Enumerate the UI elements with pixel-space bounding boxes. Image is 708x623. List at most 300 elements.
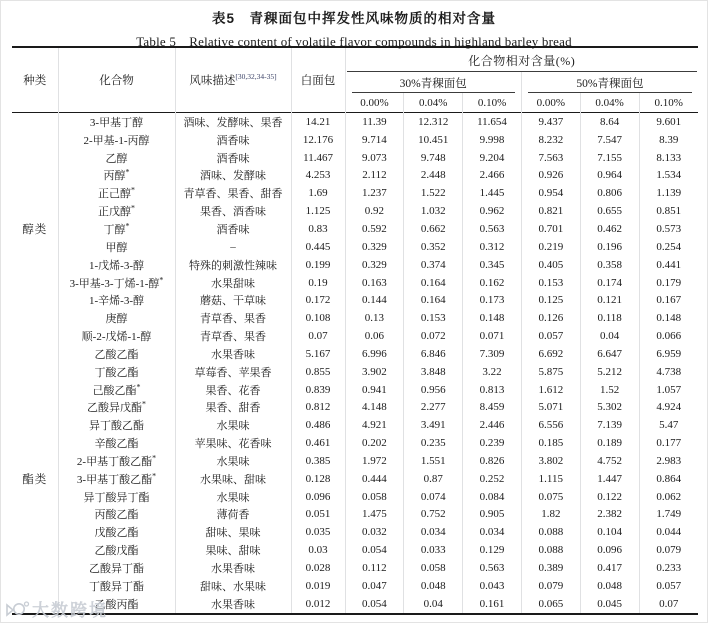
value-cell: 0.084: [463, 488, 522, 506]
value-cell: 11.39: [345, 113, 404, 131]
value-cell: 0.065: [521, 595, 580, 614]
header-subcol: 0.00%: [345, 93, 404, 113]
flavor-description: 薄荷香: [175, 506, 291, 524]
value-cell: 0.806: [580, 184, 639, 202]
value-cell: 0.462: [580, 220, 639, 238]
table-row: [12, 238, 698, 256]
value-cell: 0.034: [463, 523, 522, 541]
value-cell: 4.253: [291, 167, 345, 185]
header-group-30: 30%青稞面包: [345, 72, 521, 93]
compound-name: 正己醇*: [58, 184, 175, 202]
value-cell: 1.551: [404, 452, 463, 470]
table-row: [12, 256, 698, 274]
value-cell: 0.054: [345, 595, 404, 614]
value-cell: 0.954: [521, 184, 580, 202]
header-flavor-label: 风味描述: [189, 75, 236, 87]
header-category: 种类: [12, 47, 58, 113]
table-row: [12, 399, 698, 417]
compound-name: 丙酸乙酯: [58, 506, 175, 524]
value-cell: 1.749: [656, 508, 682, 521]
table-row: [12, 202, 698, 220]
value-cell: 0.83: [291, 220, 345, 238]
value-cell: 1.69: [291, 184, 345, 202]
value-cell: 0.405: [521, 256, 580, 274]
value-cell: 0.028: [291, 559, 345, 577]
value-cell: 1.972: [345, 452, 404, 470]
header-row-1: [12, 47, 698, 72]
value-cell: 5.47: [659, 419, 679, 432]
value-cell: 5.167: [291, 345, 345, 363]
value-cell: 0.962: [463, 202, 522, 220]
value-cell: 0.075: [521, 488, 580, 506]
value-cell: 0.161: [463, 595, 522, 614]
table-row: [12, 220, 698, 238]
compound-name: 己酸乙酯*: [58, 381, 175, 399]
compound-name: 丁醇*: [58, 220, 175, 238]
table-row: [12, 131, 698, 149]
value-cell: 5.212: [580, 363, 639, 381]
value-cell: 0.174: [580, 274, 639, 292]
compound-name: 3-甲基-3-丁烯-1-醇*: [58, 274, 175, 292]
table-header: [12, 47, 698, 113]
header-flavor: [175, 47, 291, 113]
value-cell: 0.148: [463, 309, 522, 327]
value-cell: 6.959: [656, 347, 682, 360]
value-cell: 0.096: [580, 541, 639, 559]
value-cell: 0.445: [291, 238, 345, 256]
value-cell: 0.167: [656, 294, 682, 307]
compound-name: 丁酸乙酯: [58, 363, 175, 381]
value-cell: 9.714: [345, 131, 404, 149]
compound-name: 1-戊烯-3-醇: [58, 256, 175, 274]
value-cell: 0.592: [345, 220, 404, 238]
flavor-description: 酒香味: [175, 149, 291, 167]
value-cell: 7.309: [463, 345, 522, 363]
value-cell: 0.088: [521, 541, 580, 559]
value-cell: 0.239: [463, 434, 522, 452]
watermark: [4, 596, 108, 621]
flavor-description: 水果香味: [175, 595, 291, 614]
table-row: [12, 506, 698, 524]
value-cell: 2.112: [345, 167, 404, 185]
value-cell: 0.461: [291, 434, 345, 452]
value-cell: 0.185: [521, 434, 580, 452]
header-subcol: 0.04%: [404, 93, 463, 113]
value-cell: 0.864: [656, 472, 682, 485]
value-cell: 0.054: [345, 541, 404, 559]
value-cell: 0.051: [291, 506, 345, 524]
value-cell: 0.057: [656, 579, 682, 592]
value-cell: 0.202: [345, 434, 404, 452]
compound-name: 丁酸异丁酯: [58, 577, 175, 595]
value-cell: 0.125: [521, 291, 580, 309]
table-titles: [1, 1, 707, 50]
value-cell: 0.043: [463, 577, 522, 595]
compound-name: 顺-2-戊烯-1-醇: [58, 327, 175, 345]
flavor-description: 酒香味: [175, 131, 291, 149]
value-cell: 1.139: [656, 187, 682, 200]
value-cell: 0.066: [656, 330, 682, 343]
value-cell: 8.459: [463, 399, 522, 417]
value-cell: 9.204: [463, 149, 522, 167]
value-cell: 0.122: [580, 488, 639, 506]
table-row: [12, 149, 698, 167]
value-cell: 0.839: [291, 381, 345, 399]
header-subcol: 0.00%: [521, 93, 580, 113]
flavor-description: 苹果味、花香味: [175, 434, 291, 452]
value-cell: 1.237: [345, 184, 404, 202]
value-cell: 0.196: [580, 238, 639, 256]
compound-name: 1-辛烯-3-醇: [58, 291, 175, 309]
compound-name: 2-甲基-1-丙醇: [58, 131, 175, 149]
value-cell: 12.176: [291, 131, 345, 149]
value-cell: 0.045: [580, 595, 639, 614]
value-cell: 0.926: [521, 167, 580, 185]
value-cell: 1.52: [580, 381, 639, 399]
value-cell: 0.048: [580, 577, 639, 595]
value-cell: 0.129: [463, 541, 522, 559]
value-cell: 1.612: [521, 381, 580, 399]
value-cell: 0.144: [345, 291, 404, 309]
value-cell: 1.534: [656, 169, 682, 182]
value-cell: 0.164: [404, 274, 463, 292]
table-row: [12, 345, 698, 363]
table-row: [12, 452, 698, 470]
flavor-description: 水果味: [175, 488, 291, 506]
table-row: [12, 167, 698, 185]
flavor-description: 果香、花香: [175, 381, 291, 399]
compound-name: 丙醇*: [58, 167, 175, 185]
value-cell: 0.058: [345, 488, 404, 506]
table-row: [12, 577, 698, 595]
value-cell: 8.232: [521, 131, 580, 149]
flavor-description: 果香、酒香味: [175, 202, 291, 220]
compound-name: 庚醇: [58, 309, 175, 327]
value-cell: 0.04: [580, 327, 639, 345]
value-cell: 2.448: [404, 167, 463, 185]
flavor-description: 甜味、水果味: [175, 577, 291, 595]
table-row: [12, 488, 698, 506]
table-row: [12, 381, 698, 399]
value-cell: 0.032: [345, 523, 404, 541]
value-cell: 1.447: [580, 470, 639, 488]
value-cell: 0.104: [580, 523, 639, 541]
value-cell: 0.219: [521, 238, 580, 256]
table-row: [12, 434, 698, 452]
flavor-description: 青草香、果香、甜香: [175, 184, 291, 202]
value-cell: 7.547: [580, 131, 639, 149]
value-cell: 0.812: [291, 399, 345, 417]
compound-name: 甲醇: [58, 238, 175, 256]
value-cell: 4.752: [580, 452, 639, 470]
header-subcol: 0.04%: [580, 93, 639, 113]
value-cell: 0.128: [291, 470, 345, 488]
flavor-description: 水果香味: [175, 559, 291, 577]
table-body: [12, 113, 698, 614]
value-cell: 0.821: [521, 202, 580, 220]
value-cell: 0.034: [404, 523, 463, 541]
value-cell: 0.233: [656, 562, 682, 575]
value-cell: 0.352: [404, 238, 463, 256]
value-cell: 0.079: [656, 544, 682, 557]
value-cell: 8.133: [656, 151, 682, 164]
value-cell: 7.139: [580, 416, 639, 434]
compound-name: 乙酸乙酯: [58, 345, 175, 363]
value-cell: 5.875: [521, 363, 580, 381]
value-cell: 0.058: [404, 559, 463, 577]
value-cell: 2.277: [404, 399, 463, 417]
value-cell: 0.035: [291, 523, 345, 541]
compound-name: 乙酸异戊酯*: [58, 399, 175, 417]
flavor-description: 蘑菇、干草味: [175, 291, 291, 309]
value-cell: 0.148: [656, 312, 682, 325]
value-cell: 0.153: [404, 309, 463, 327]
value-cell: 1.032: [404, 202, 463, 220]
table-row: [12, 470, 698, 488]
value-cell: 0.012: [291, 595, 345, 614]
value-cell: 0.252: [463, 470, 522, 488]
value-cell: 0.441: [656, 258, 682, 271]
table-row: [12, 416, 698, 434]
value-cell: 6.846: [404, 345, 463, 363]
value-cell: 0.179: [656, 276, 682, 289]
value-cell: 0.019: [291, 577, 345, 595]
compound-name: 乙酸丙酯: [58, 595, 175, 614]
value-cell: 1.125: [291, 202, 345, 220]
value-cell: 0.19: [291, 274, 345, 292]
flavor-description: 青草香、果香: [175, 309, 291, 327]
flavor-reference-superscript: [30,32,34-35]: [235, 72, 277, 82]
value-cell: 0.813: [463, 381, 522, 399]
value-cell: 0.177: [656, 437, 682, 450]
value-cell: 0.701: [521, 220, 580, 238]
header-relative-content: 化合物相对含量(%): [345, 47, 698, 72]
value-cell: 0.389: [521, 559, 580, 577]
compound-name: 异丁酸乙酯: [58, 416, 175, 434]
value-cell: 0.941: [345, 381, 404, 399]
compound-name: 乙酸戊酯: [58, 541, 175, 559]
flavor-description: 水果香味: [175, 345, 291, 363]
compound-name: 戊酸乙酯: [58, 523, 175, 541]
value-cell: 0.826: [463, 452, 522, 470]
value-cell: 2.446: [463, 416, 522, 434]
category-cell: 酯类: [12, 345, 58, 614]
value-cell: 2.382: [580, 506, 639, 524]
table-row: [12, 274, 698, 292]
value-cell: 3.802: [521, 452, 580, 470]
value-cell: 5.071: [521, 399, 580, 417]
value-cell: 0.655: [580, 202, 639, 220]
value-cell: 6.647: [580, 345, 639, 363]
compounds-table: [12, 46, 698, 615]
flavor-description: 草莓香、苹果香: [175, 363, 291, 381]
flavor-description: 水果甜味: [175, 274, 291, 292]
compound-name: 辛酸乙酯: [58, 434, 175, 452]
value-cell: 6.996: [345, 345, 404, 363]
compound-name: 3-甲基丁酸乙酯*: [58, 470, 175, 488]
value-cell: 9.748: [404, 149, 463, 167]
value-cell: 0.385: [291, 452, 345, 470]
value-cell: 4.921: [345, 416, 404, 434]
flavor-description: 果香、甜香: [175, 399, 291, 417]
value-cell: 0.235: [404, 434, 463, 452]
value-cell: 0.06: [345, 327, 404, 345]
value-cell: 0.121: [580, 291, 639, 309]
value-cell: 0.047: [345, 577, 404, 595]
table-row: [12, 363, 698, 381]
value-cell: 0.87: [404, 470, 463, 488]
header-compound: 化合物: [58, 47, 175, 113]
value-cell: 0.851: [656, 205, 682, 218]
value-cell: 0.164: [404, 291, 463, 309]
value-cell: 0.486: [291, 416, 345, 434]
value-cell: 4.148: [345, 399, 404, 417]
value-cell: 0.345: [463, 256, 522, 274]
flavor-description: –: [175, 238, 291, 256]
value-cell: 1.057: [656, 383, 682, 396]
value-cell: 4.924: [656, 401, 682, 414]
table-row: [12, 327, 698, 345]
value-cell: 0.573: [656, 222, 682, 235]
value-cell: 11.467: [291, 149, 345, 167]
value-cell: 0.172: [291, 291, 345, 309]
value-cell: 0.162: [463, 274, 522, 292]
value-cell: 0.329: [345, 256, 404, 274]
table-row: [12, 559, 698, 577]
value-cell: 0.112: [345, 559, 404, 577]
flavor-description: 水果味、甜味: [175, 470, 291, 488]
flavor-description: 甜味、果味: [175, 523, 291, 541]
header-white-bread: 白面包: [291, 47, 345, 113]
value-cell: 0.118: [580, 309, 639, 327]
value-cell: 0.044: [656, 526, 682, 539]
value-cell: 0.033: [404, 541, 463, 559]
value-cell: 0.92: [345, 202, 404, 220]
value-cell: 0.126: [521, 309, 580, 327]
value-cell: 0.048: [404, 577, 463, 595]
compound-name: 乙酸异丁酯: [58, 559, 175, 577]
value-cell: 0.153: [521, 274, 580, 292]
value-cell: 9.998: [463, 131, 522, 149]
value-cell: 9.601: [656, 115, 682, 128]
value-cell: 0.855: [291, 363, 345, 381]
value-cell: 0.905: [463, 506, 522, 524]
value-cell: 11.654: [463, 113, 522, 131]
value-cell: 9.437: [521, 113, 580, 131]
value-cell: 0.074: [404, 488, 463, 506]
value-cell: 0.329: [345, 238, 404, 256]
value-cell: 0.057: [521, 327, 580, 345]
watermark-logo-icon: [4, 600, 30, 618]
value-cell: 0.108: [291, 309, 345, 327]
value-cell: 1.522: [404, 184, 463, 202]
value-cell: 0.03: [291, 541, 345, 559]
value-cell: 6.556: [521, 416, 580, 434]
value-cell: 0.189: [580, 434, 639, 452]
table-title-chinese: 表5 青稞面包中挥发性风味物质的相对含量: [211, 11, 496, 26]
table-title-english: Table 5 Relative content of volatile flavor compounds in highland barley bread: [136, 34, 572, 49]
flavor-description: 酒香味: [175, 220, 291, 238]
flavor-description: 酒味、发酵味、果香: [175, 113, 291, 131]
value-cell: 0.444: [345, 470, 404, 488]
table-row: [12, 541, 698, 559]
value-cell: 0.163: [345, 274, 404, 292]
value-cell: 0.312: [463, 238, 522, 256]
value-cell: 0.417: [580, 559, 639, 577]
value-cell: 0.071: [463, 327, 522, 345]
flavor-description: 酒味、发酵味: [175, 167, 291, 185]
value-cell: 1.445: [463, 184, 522, 202]
value-cell: 0.07: [659, 597, 679, 610]
value-cell: 6.692: [521, 345, 580, 363]
value-cell: 1.115: [521, 470, 580, 488]
header-subcol: 0.10%: [654, 96, 683, 109]
table-row: [12, 113, 698, 131]
compound-name: 正戊醇*: [58, 202, 175, 220]
compound-name: 2-甲基丁酸乙酯*: [58, 452, 175, 470]
value-cell: 12.312: [404, 113, 463, 131]
watermark-text: 大数跨境: [32, 601, 108, 620]
value-cell: 8.39: [659, 133, 679, 146]
value-cell: 0.199: [291, 256, 345, 274]
value-cell: 2.466: [463, 167, 522, 185]
value-cell: 0.04: [404, 595, 463, 614]
value-cell: 0.07: [291, 327, 345, 345]
category-cell: 醇类: [12, 113, 58, 345]
compound-name: 异丁酸异丁酯: [58, 488, 175, 506]
value-cell: 0.079: [521, 577, 580, 595]
flavor-description: 青草香、果香: [175, 327, 291, 345]
value-cell: 3.22: [463, 363, 522, 381]
value-cell: 0.173: [463, 291, 522, 309]
value-cell: 0.358: [580, 256, 639, 274]
value-cell: 7.155: [580, 149, 639, 167]
value-cell: 3.491: [404, 416, 463, 434]
header-group-50: 50%青稞面包: [521, 72, 698, 93]
value-cell: 10.451: [404, 131, 463, 149]
compound-name: 乙醇: [58, 149, 175, 167]
value-cell: 0.088: [521, 523, 580, 541]
table-row: [12, 523, 698, 541]
value-cell: 2.983: [656, 454, 682, 467]
flavor-description: 水果味: [175, 416, 291, 434]
value-cell: 0.13: [345, 309, 404, 327]
value-cell: 0.563: [463, 220, 522, 238]
value-cell: 1.475: [345, 506, 404, 524]
header-subcol: 0.10%: [463, 93, 522, 113]
value-cell: 0.752: [404, 506, 463, 524]
value-cell: 14.21: [291, 113, 345, 131]
flavor-description: 特殊的刺激性辣味: [175, 256, 291, 274]
value-cell: 0.072: [404, 327, 463, 345]
value-cell: 0.374: [404, 256, 463, 274]
flavor-description: 果味、甜味: [175, 541, 291, 559]
table-row: [12, 595, 698, 614]
table-row: [12, 291, 698, 309]
value-cell: 8.64: [580, 113, 639, 131]
table-row: [12, 184, 698, 202]
table-row: [12, 309, 698, 327]
compound-name: 3-甲基丁醇: [58, 113, 175, 131]
value-cell: 0.662: [404, 220, 463, 238]
value-cell: 4.738: [656, 365, 682, 378]
flavor-description: 水果味: [175, 452, 291, 470]
value-cell: 3.902: [345, 363, 404, 381]
value-cell: 0.096: [291, 488, 345, 506]
value-cell: 1.82: [521, 506, 580, 524]
value-cell: 0.254: [656, 240, 682, 253]
value-cell: 7.563: [521, 149, 580, 167]
